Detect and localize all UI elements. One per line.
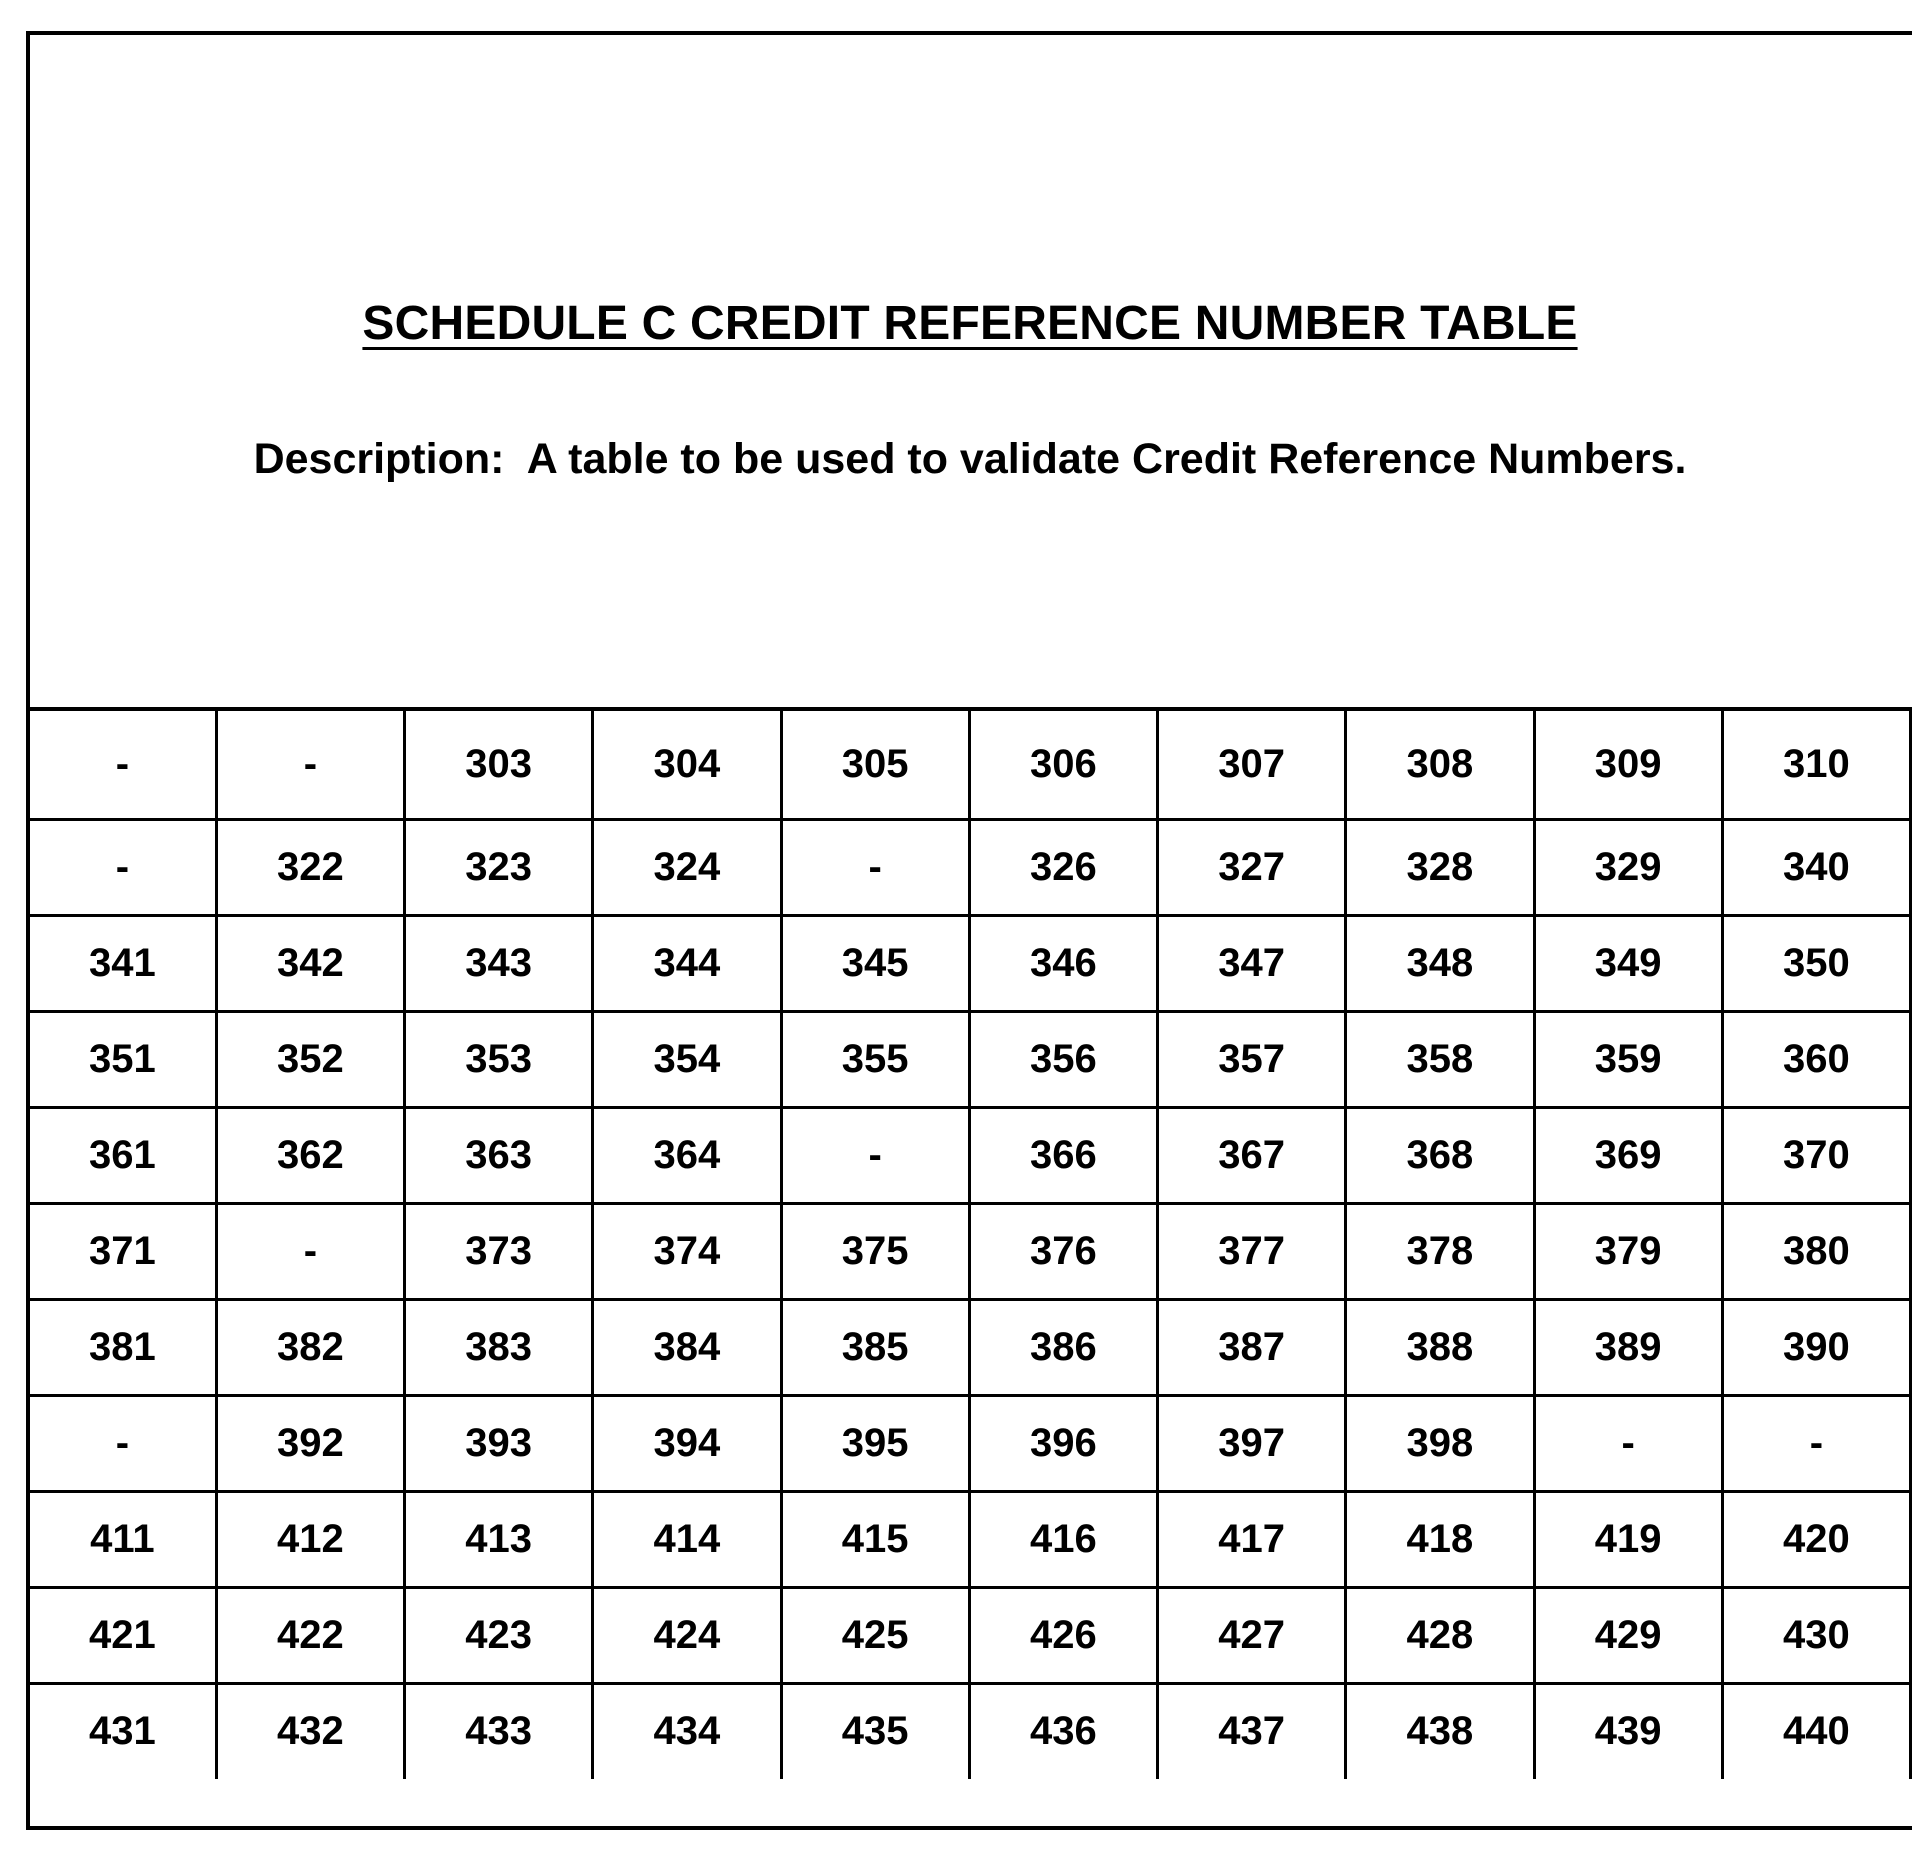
table-cell: 393 [405, 1395, 593, 1491]
table-cell: 425 [781, 1587, 969, 1683]
table-cell: 343 [405, 915, 593, 1011]
table-cell: 370 [1722, 1107, 1910, 1203]
page-description: Description: A table to be used to validate Credit Reference Numbers. [253, 435, 1687, 483]
table-cell: 384 [593, 1299, 781, 1395]
table-cell: 411 [28, 1491, 216, 1587]
table-cell: 346 [969, 915, 1157, 1011]
table-cell: 435 [781, 1683, 969, 1779]
table-cell: 395 [781, 1395, 969, 1491]
table-cell: 340 [1722, 819, 1910, 915]
table-cell: - [28, 819, 216, 915]
table-cell: 381 [28, 1299, 216, 1395]
table-cell: 434 [593, 1683, 781, 1779]
table-cell: 389 [1534, 1299, 1722, 1395]
table-cell: 355 [781, 1011, 969, 1107]
table-cell: 308 [1346, 711, 1534, 819]
table-cell: 341 [28, 915, 216, 1011]
table-row [28, 711, 1911, 819]
table-cell: 412 [216, 1491, 404, 1587]
table-cell: 383 [405, 1299, 593, 1395]
table-cell: 353 [405, 1011, 593, 1107]
table-cell: 417 [1158, 1491, 1346, 1587]
table-cell: 396 [969, 1395, 1157, 1491]
table-cell: 362 [216, 1107, 404, 1203]
table-row [28, 1299, 1911, 1395]
document-header [30, 35, 1912, 711]
table-row [28, 819, 1911, 915]
table-cell: 382 [216, 1299, 404, 1395]
table-cell: 371 [28, 1203, 216, 1299]
table-cell: 356 [969, 1011, 1157, 1107]
table-cell: 303 [405, 711, 593, 819]
table-cell: 351 [28, 1011, 216, 1107]
table-cell: 419 [1534, 1491, 1722, 1587]
table-cell: 387 [1158, 1299, 1346, 1395]
table-cell: 392 [216, 1395, 404, 1491]
table-cell: 375 [781, 1203, 969, 1299]
table-cell: 436 [969, 1683, 1157, 1779]
table-cell: 327 [1158, 819, 1346, 915]
table-cell: 345 [781, 915, 969, 1011]
table-cell: 421 [28, 1587, 216, 1683]
table-cell: 413 [405, 1491, 593, 1587]
table-cell: 369 [1534, 1107, 1722, 1203]
table-cell: 380 [1722, 1203, 1910, 1299]
table-cell: 440 [1722, 1683, 1910, 1779]
table-row [28, 1107, 1911, 1203]
table-cell: 430 [1722, 1587, 1910, 1683]
table-cell: 437 [1158, 1683, 1346, 1779]
table-cell: 367 [1158, 1107, 1346, 1203]
table-cell: 439 [1534, 1683, 1722, 1779]
table-cell: - [28, 1395, 216, 1491]
table-cell: - [216, 711, 404, 819]
table-cell: 388 [1346, 1299, 1534, 1395]
table-cell: 329 [1534, 819, 1722, 915]
table-cell: 426 [969, 1587, 1157, 1683]
table-cell: 324 [593, 819, 781, 915]
table-cell: 385 [781, 1299, 969, 1395]
table-cell: 342 [216, 915, 404, 1011]
table-cell: 432 [216, 1683, 404, 1779]
table-cell: 394 [593, 1395, 781, 1491]
table-cell: 305 [781, 711, 969, 819]
table-cell: 309 [1534, 711, 1722, 819]
table-cell: 304 [593, 711, 781, 819]
table-cell: 359 [1534, 1011, 1722, 1107]
table-cell: 310 [1722, 711, 1910, 819]
table-cell: 344 [593, 915, 781, 1011]
table-cell: 307 [1158, 711, 1346, 819]
table-cell: 415 [781, 1491, 969, 1587]
table-row [28, 1683, 1911, 1779]
table-cell: 416 [969, 1491, 1157, 1587]
table-cell: 398 [1346, 1395, 1534, 1491]
table-cell: 422 [216, 1587, 404, 1683]
table-cell: 427 [1158, 1587, 1346, 1683]
table-row [28, 1395, 1911, 1491]
table-cell: 349 [1534, 915, 1722, 1011]
table-cell: 354 [593, 1011, 781, 1107]
table-cell: 429 [1534, 1587, 1722, 1683]
table-cell: 326 [969, 819, 1157, 915]
credit-reference-table-body [28, 711, 1911, 1779]
table-cell: - [1534, 1395, 1722, 1491]
table-cell: 366 [969, 1107, 1157, 1203]
table-cell: 377 [1158, 1203, 1346, 1299]
table-cell: - [781, 1107, 969, 1203]
table-cell: 428 [1346, 1587, 1534, 1683]
table-cell: 378 [1346, 1203, 1534, 1299]
table-cell: 373 [405, 1203, 593, 1299]
table-cell: 348 [1346, 915, 1534, 1011]
table-cell: 368 [1346, 1107, 1534, 1203]
table-row [28, 1011, 1911, 1107]
table-cell: 328 [1346, 819, 1534, 915]
table-cell: 418 [1346, 1491, 1534, 1587]
table-cell: 358 [1346, 1011, 1534, 1107]
table-cell: 376 [969, 1203, 1157, 1299]
page-title: SCHEDULE C CREDIT REFERENCE NUMBER TABLE [362, 297, 1578, 350]
table-cell: 350 [1722, 915, 1910, 1011]
table-cell: - [28, 711, 216, 819]
table-cell: 420 [1722, 1491, 1910, 1587]
table-cell: 322 [216, 819, 404, 915]
table-cell: 352 [216, 1011, 404, 1107]
table-cell: 390 [1722, 1299, 1910, 1395]
table-row [28, 1491, 1911, 1587]
table-row [28, 1587, 1911, 1683]
table-cell: - [1722, 1395, 1910, 1491]
document-frame [26, 31, 1912, 1830]
table-cell: 361 [28, 1107, 216, 1203]
table-cell: 363 [405, 1107, 593, 1203]
table-cell: 360 [1722, 1011, 1910, 1107]
table-cell: 424 [593, 1587, 781, 1683]
credit-reference-table [26, 711, 1912, 1779]
table-cell: 414 [593, 1491, 781, 1587]
table-cell: 433 [405, 1683, 593, 1779]
table-cell: - [216, 1203, 404, 1299]
table-cell: 431 [28, 1683, 216, 1779]
table-cell: 347 [1158, 915, 1346, 1011]
table-cell: 423 [405, 1587, 593, 1683]
table-cell: 386 [969, 1299, 1157, 1395]
table-cell: 397 [1158, 1395, 1346, 1491]
table-cell: 323 [405, 819, 593, 915]
table-cell: 379 [1534, 1203, 1722, 1299]
table-cell: 374 [593, 1203, 781, 1299]
table-cell: 364 [593, 1107, 781, 1203]
table-row [28, 915, 1911, 1011]
table-cell: 438 [1346, 1683, 1534, 1779]
table-cell: - [781, 819, 969, 915]
table-cell: 306 [969, 711, 1157, 819]
table-row [28, 1203, 1911, 1299]
table-cell: 357 [1158, 1011, 1346, 1107]
